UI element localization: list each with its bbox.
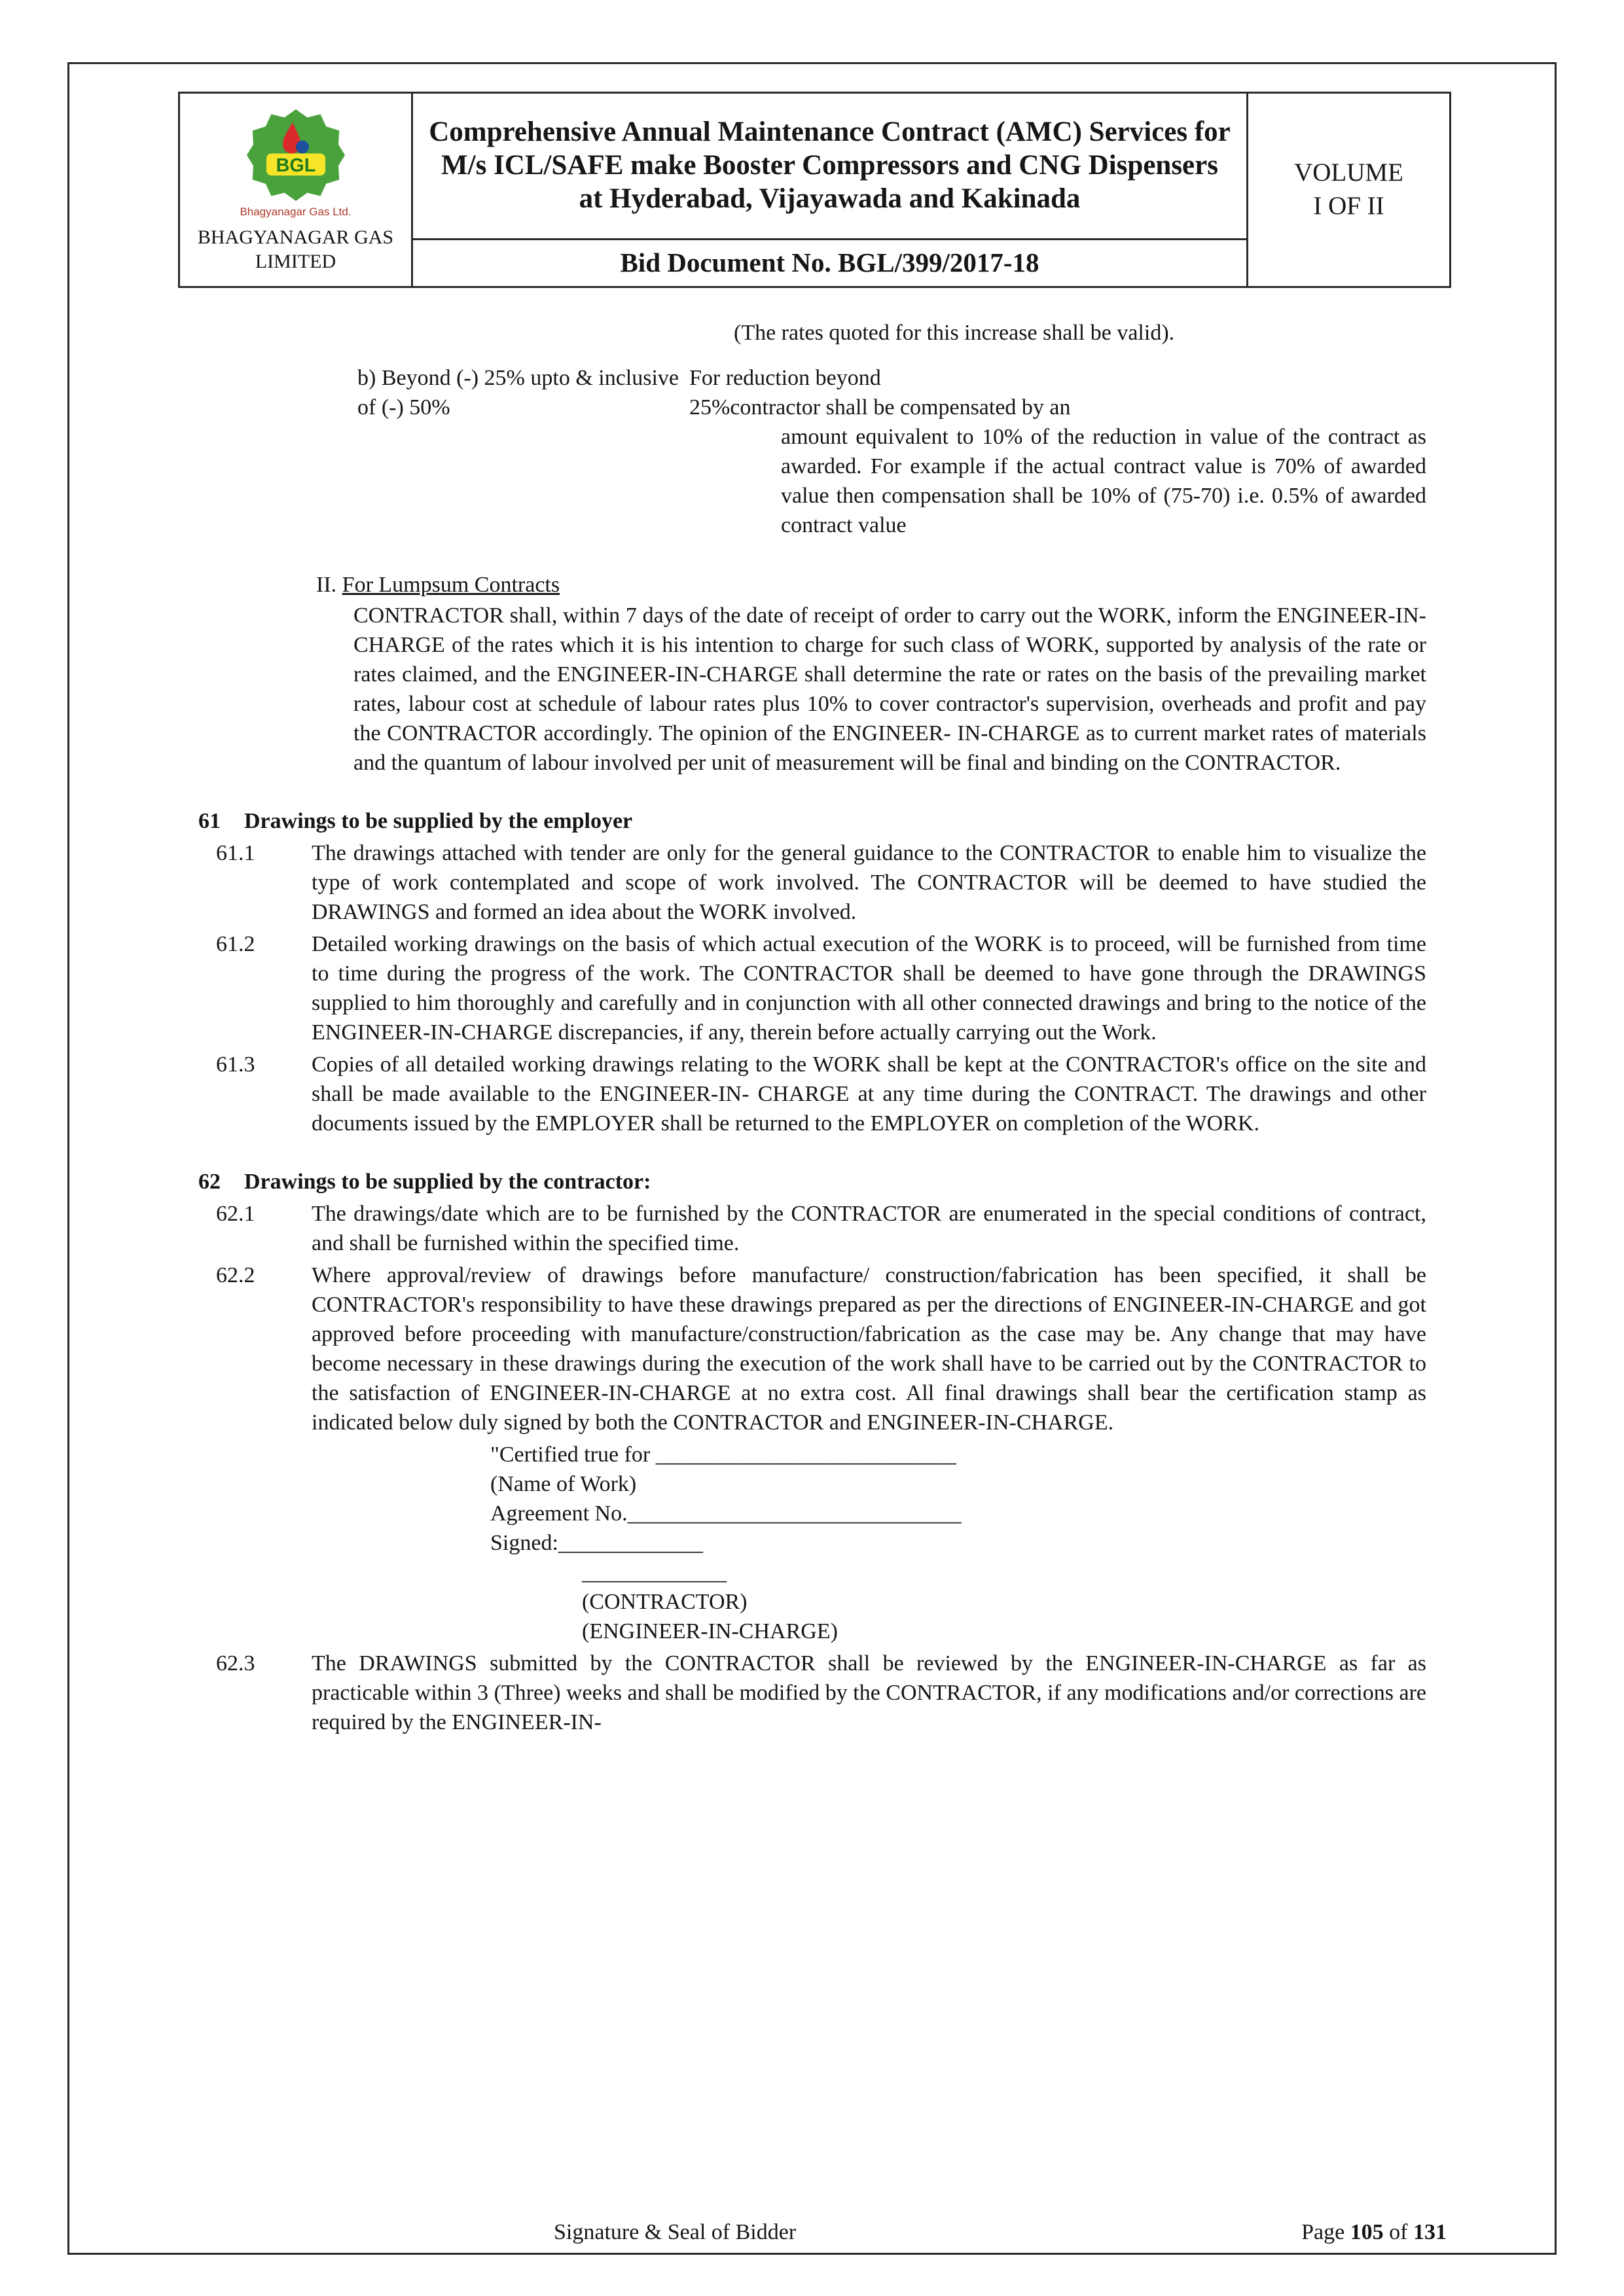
clause-number: 62.2 xyxy=(216,1263,255,1287)
lumpsum-contracts-heading xyxy=(316,570,1426,600)
company-name: BHAGYANAGAR GAS LIMITED xyxy=(197,226,394,272)
clause-61-3 xyxy=(198,1050,1426,1138)
clause-b-condition: b) Beyond (-) 25% upto & inclusive of (-) 50% xyxy=(357,366,679,420)
clause-text: Copies of all detailed working drawings relating to the WORK shall be kept at the CONTRACTOR's office on the site and shall be made available to the ENGINEER-IN- CHARGE at any time during the CONTRACT. The drawings and other documents issued by the EMPLOYER shall be returned to the EMPLOYER on completion of the WORK. xyxy=(312,1052,1426,1136)
clause-text: The drawings/date which are to be furnished by the CONTRACTOR are enumerated in the special conditions of contract, and shall be furnished within the specified time. xyxy=(312,1202,1426,1255)
document-title: Comprehensive Annual Maintenance Contract (AMC) Services for M/s ICL/SAFE make Booster Compressors and CNG Dispensers at Hyderabad, Vijayawada and Kakinada xyxy=(413,94,1246,240)
certification-stamp-block xyxy=(490,1440,1426,1646)
clause-text: Detailed working drawings on the basis of which actual execution of the WORK is to proceed, will be furnished from time to time during the progress of the work. The CONTRACTOR shall be deemed to have gone through the DRAWINGS supplied to him thoroughly and carefully and in conjunction with all other connected drawings and bring to the notice of the ENGINEER-IN-CHARGE discrepancies, if any, therein before actually carrying out the Work. xyxy=(312,932,1426,1045)
page-number-indicator xyxy=(1301,2220,1447,2245)
signature-seal-label: Signature & Seal of Bidder xyxy=(554,2220,797,2244)
company-logo-icon xyxy=(247,106,345,204)
cert-line-engineer-in-charge: (ENGINEER-IN-CHARGE) xyxy=(582,1619,838,1643)
page-current: 105 xyxy=(1350,2220,1384,2244)
page-total: 131 xyxy=(1413,2220,1447,2244)
clause-61-2 xyxy=(198,929,1426,1047)
clause-62-1 xyxy=(198,1199,1426,1258)
page-border xyxy=(67,62,1557,2255)
header-title-cell xyxy=(413,94,1246,286)
clause-number: 61.2 xyxy=(216,932,255,956)
volume-line-2: I OF II xyxy=(1313,192,1384,220)
clause-b-right-line-1: For reduction beyond xyxy=(689,366,881,390)
lumpsum-prefix: II. xyxy=(316,573,337,597)
section-62-heading xyxy=(198,1167,1426,1196)
lumpsum-title: For Lumpsum Contracts xyxy=(342,573,560,597)
lumpsum-contracts-paragraph: CONTRACTOR shall, within 7 days of the date of receipt of order to carry out the WORK, inform the ENGINEER-IN- CHARGE of the rates which it is his intention to charge for such class of WORK, supported by analysis of the rate or rates claimed, and the ENGINEER-IN-CHARGE shall determine the rate or rates on the basis of the prevailing market rates, labour cost at schedule of labour rates plus 10% to cover contractor's supervision, overheads and profit and pay the CONTRACTOR accordingly. The opinion of the ENGINEER- IN-CHARGE as to current market rates of materials and the quantum of labour involved per unit of measurement will be final and binding on the CONTRACTOR. xyxy=(353,603,1426,775)
logo-cell xyxy=(180,94,413,286)
cert-line-name-of-work: (Name of Work) xyxy=(490,1472,637,1496)
cert-line-signature-rule: _____________ xyxy=(582,1560,727,1585)
rates-valid-note: (The rates quoted for this increase shall be valid). xyxy=(734,321,1175,345)
document-header xyxy=(178,92,1451,288)
page-footer xyxy=(69,2220,1555,2250)
clause-62-2 xyxy=(198,1261,1426,1437)
cert-line-contractor: (CONTRACTOR) xyxy=(582,1590,748,1614)
section-61-heading xyxy=(198,806,1426,836)
section-61-title: Drawings to be supplied by the employer xyxy=(244,809,633,833)
section-62-number: 62 xyxy=(198,1170,221,1194)
clause-61-1 xyxy=(198,838,1426,927)
clause-number: 62.3 xyxy=(216,1651,255,1676)
of-word: of xyxy=(1383,2220,1413,2244)
logo-abbr-text: BGL xyxy=(276,154,316,176)
clause-number: 62.1 xyxy=(216,1202,255,1226)
clause-number: 61.3 xyxy=(216,1052,255,1077)
document-body xyxy=(69,288,1555,1737)
clause-text: The DRAWINGS submitted by the CONTRACTOR shall be reviewed by the ENGINEER-IN-CHARGE as far as practicable within 3 (Three) weeks and shall be modified by the CONTRACTOR, if any modifications and/or corrections are required by the ENGINEER-IN- xyxy=(312,1651,1426,1734)
clause-number: 61.1 xyxy=(216,841,255,865)
clause-b-row xyxy=(198,363,1426,422)
cert-line-signed: Signed:_____________ xyxy=(490,1531,703,1555)
section-61-number: 61 xyxy=(198,809,221,833)
volume-line-1: VOLUME xyxy=(1294,158,1403,187)
logo-caption: Bhagyanagar Gas Ltd. xyxy=(240,205,352,218)
clause-b-compensation xyxy=(689,363,1426,422)
cert-line-agreement-no: Agreement No.______________________________ xyxy=(490,1501,962,1526)
clause-text: Where approval/review of drawings before manufacture/ construction/fabrication has been specified, it shall be CONTRACTOR's responsibility to have these drawings prepared as per the directions of ENGINEER-IN-CHARGE and got approved before proceeding with manufacture/construction/fabrication as the case may be. Any change that may have become necessary in these drawings during the execution of the work shall have to be carried out by the CONTRACTOR to the satisfaction of ENGINEER-IN-CHARGE at no extra cost. All final drawings shall bear the certification stamp as indicated below duly signed by both the CONTRACTOR and ENGINEER-IN-CHARGE. xyxy=(312,1263,1426,1435)
clause-b-paragraph: amount equivalent to 10% of the reduction in value of the contract as awarded. For example if the actual contract value is 70% of awarded value then compensation shall be 10% of (75-70) i.e. 0.5% of awarded contract value xyxy=(781,425,1426,537)
volume-cell xyxy=(1246,94,1449,286)
bid-document-number: Bid Document No. BGL/399/2017-18 xyxy=(620,247,1039,278)
cert-line-certified-true: "Certified true for ___________________________ xyxy=(490,1443,956,1467)
clause-b-right-line-2: 25%contractor shall be compensated by an xyxy=(689,395,1071,420)
section-62-title: Drawings to be supplied by the contractor: xyxy=(244,1170,651,1194)
page-word: Page xyxy=(1301,2220,1350,2244)
clause-text: The drawings attached with tender are only for the general guidance to the CONTRACTOR to enable him to visualize the type of work contemplated and scope of work involved. The CONTRACTOR will be deemed to have studied the DRAWINGS and formed an idea about the WORK involved. xyxy=(312,841,1426,924)
clause-62-3 xyxy=(198,1649,1426,1737)
